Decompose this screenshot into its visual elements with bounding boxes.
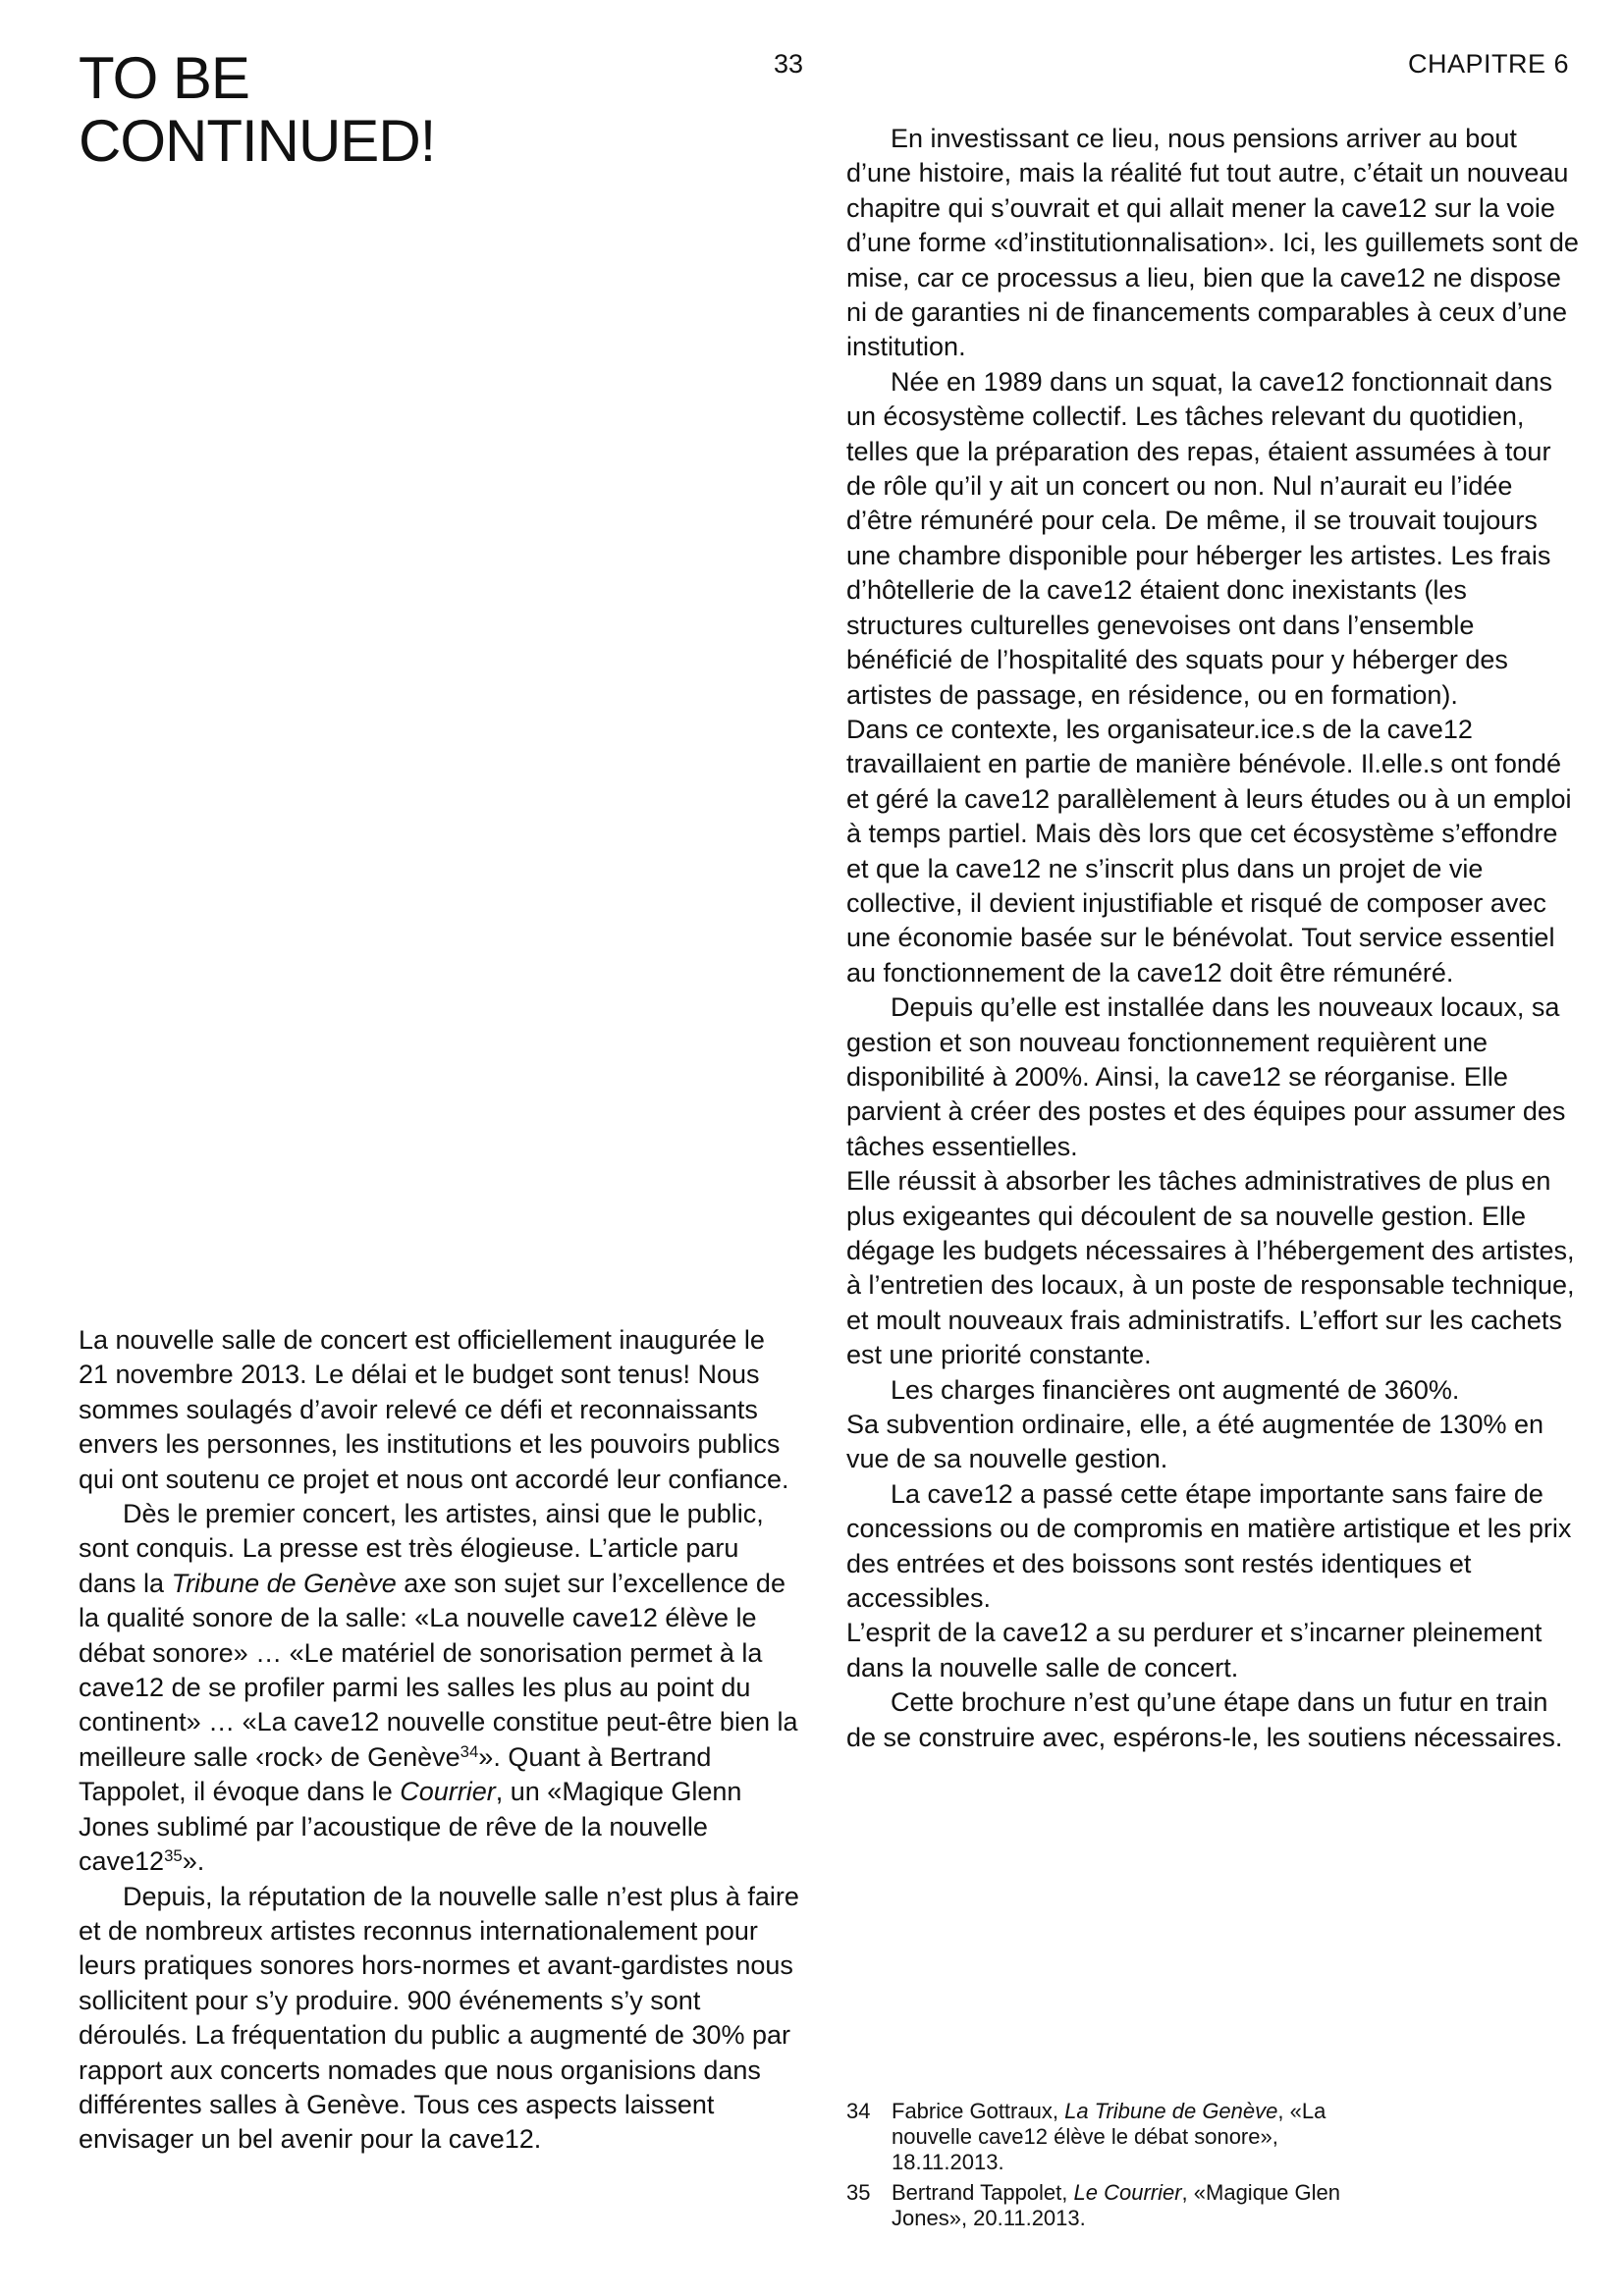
left-paragraph-2: Dès le premier concert, les artistes, ainsi que le public, sont conquis. La presse est très élogieuse. L’article paru dans la Tribune de Genève axe son sujet sur l’excellence de la qualité sonore de la salle: «La nouvelle cave12 élève le débat sonore» … «Le matériel de sonorisation permet à la cave12 de se profiler parmi les salles les plus au point du continent» … «La cave12 nouvelle constitue peut-être bien la meilleure salle ‹rock› de Genève$^{34}$». Quant à Bertrand Tappolet, il évoque dans le Courrier, un «Magique Glenn Jones sublimé par l’acoustique de rêve de la nouvelle $cave12^{35}$». <box>79 1499 798 1877</box>
right-paragraph-10: Cette brochure n’est qu’une étape dans un futur en train de se construire avec, espérons-le, les soutiens nécessaires. <box>846 1687 1563 1752</box>
left-column <box>79 1323 799 2158</box>
footnote-35: 35 Bertrand Tappolet, Le Courrier, «Magique Glen Jones», 20.11.2013. <box>846 2180 1340 2230</box>
page-number: 33 <box>774 49 804 79</box>
footnote-ref-35: 35 <box>164 1845 183 1865</box>
newspaper-name: Tribune de Genève <box>171 1568 397 1598</box>
right-paragraph-1: En investissant ce lieu, nous pensions arriver au bout d’une histoire, mais la réalité fut tout autre, c’était un nouveau chapitre qui s’ouvrait et qui allait mener la cave12 sur la voie d’une forme «d’institutionnalisation». Ici, les guillemets sont de mise, car ce processus a lieu, bien que la cave12 ne dispose ni de garanties ni de financements comparables à ceux d’une institution. <box>846 124 1579 362</box>
title-line-1: TO BE <box>79 45 249 111</box>
right-paragraph-7: Sa subvention ordinaire, elle, a été augmentée de 130% en vue de sa nouvelle gestion. <box>846 1410 1544 1474</box>
footnote-number: 34 <box>846 2099 871 2123</box>
footnotes <box>846 2099 1357 2236</box>
right-paragraph-4: Depuis qu’elle est installée dans les nouveaux locaux, sa gestion et son nouveau fonctionnement requièrent une disponibilité à 200%. Ainsi, la cave12 se réorganise. Elle parvient à créer des postes et des équipes pour assumer des tâches essentielles. <box>846 992 1566 1161</box>
title-line-2: CONTINUED! <box>79 108 436 174</box>
left-paragraph-1: La nouvelle salle de concert est officiellement inaugurée le 21 novembre 2013. Le délai et le budget sont tenus! Nous sommes soulagés d’avoir relevé ce défi et reconnaissants envers les personnes, les institutions et les pouvoirs publics qui ont soutenu ce projet et nous ont accordé leur confiance. <box>79 1325 789 1494</box>
right-paragraph-9: L’esprit de la cave12 a su perdurer et s’incarner pleinement dans la nouvelle salle de concert. <box>846 1618 1543 1682</box>
right-paragraph-2: Née en 1989 dans un squat, la cave12 fonctionnait dans un écosystème collectif. Les tâches relevant du quotidien, telles que la préparation des repas, étaient assumées à tour de rôle qu’il y ait un concert ou non. Nul n’aurait eu l’idée d’être rémunéré pour cela. De même, il se trouvait toujours une chambre disponible pour héberger les artistes. Les frais d’hôtellerie de la cave12 étaient donc inexistants (les structures culturelles genevoises ont dans l’ensemble bénéficié de l’hospitalité des squats pour y héberger des artistes de passage, en résidence, ou en formation). <box>846 366 1552 710</box>
footnote-number: 35 <box>846 2180 871 2205</box>
chapter-label: CHAPITRE 6 <box>1407 49 1569 79</box>
right-paragraph-3: Dans ce contexte, les organisateur.ice.s de la cave12 travaillaient en partie de manière bénévole. Il.elle.s ont fondé et géré la cave12 parallèlement à leurs études ou à un emploi à temps partiel. Mais dès lors que cet écosystème s’effondre et que la cave12 ne s’inscrit plus dans un projet de vie collective, il devient injustifiable et risqué de composer avec une économie basée sur le bénévolat. Tout service essentiel au fonctionnement de la cave12 doit être rémunéré. <box>846 714 1572 988</box>
left-paragraph-3: Depuis, la réputation de la nouvelle salle n’est plus à faire et de nombreux artistes reconnus internationalement pour leurs pratiques sonores hors-normes et avant-gardistes nous sollicitent pour s’y produire. 900 événements s’y sont déroulés. La fréquentation du public a augmenté de 30% par rapport aux concerts nomades que nous organisions dans différentes salles à Genève. Tous ces aspects laissent envisager un bel avenir pour la cave12. <box>79 1881 799 2155</box>
right-column <box>846 122 1581 1755</box>
right-paragraph-6: Les charges financières ont augmenté de 360%. <box>891 1374 1460 1405</box>
footnote-ref-34: 34 <box>460 1741 479 1761</box>
right-paragraph-5: Elle réussit à absorber les tâches administratives de plus en plus exigeantes qui découlent de sa nouvelle gestion. Elle dégage les budgets nécessaires à l’hébergement des artistes, à l’entretien des locaux, à un poste de responsable technique, et moult nouveaux frais administratifs. L’effort sur les cachets est une priorité constante. <box>846 1166 1575 1370</box>
chapter-title <box>79 47 766 173</box>
newspaper-name: Courrier <box>400 1777 496 1807</box>
right-paragraph-8: La cave12 a passé cette étape importante sans faire de concessions ou de compromis en matière artistique et les prix des entrées et des boissons sont restés identiques et accessibles. <box>846 1478 1572 1614</box>
footnote-34: 34 Fabrice Gottraux, La Tribune de Genève, «La nouvelle cave12 élève le débat sonore», 18.11.2013. <box>846 2099 1326 2174</box>
